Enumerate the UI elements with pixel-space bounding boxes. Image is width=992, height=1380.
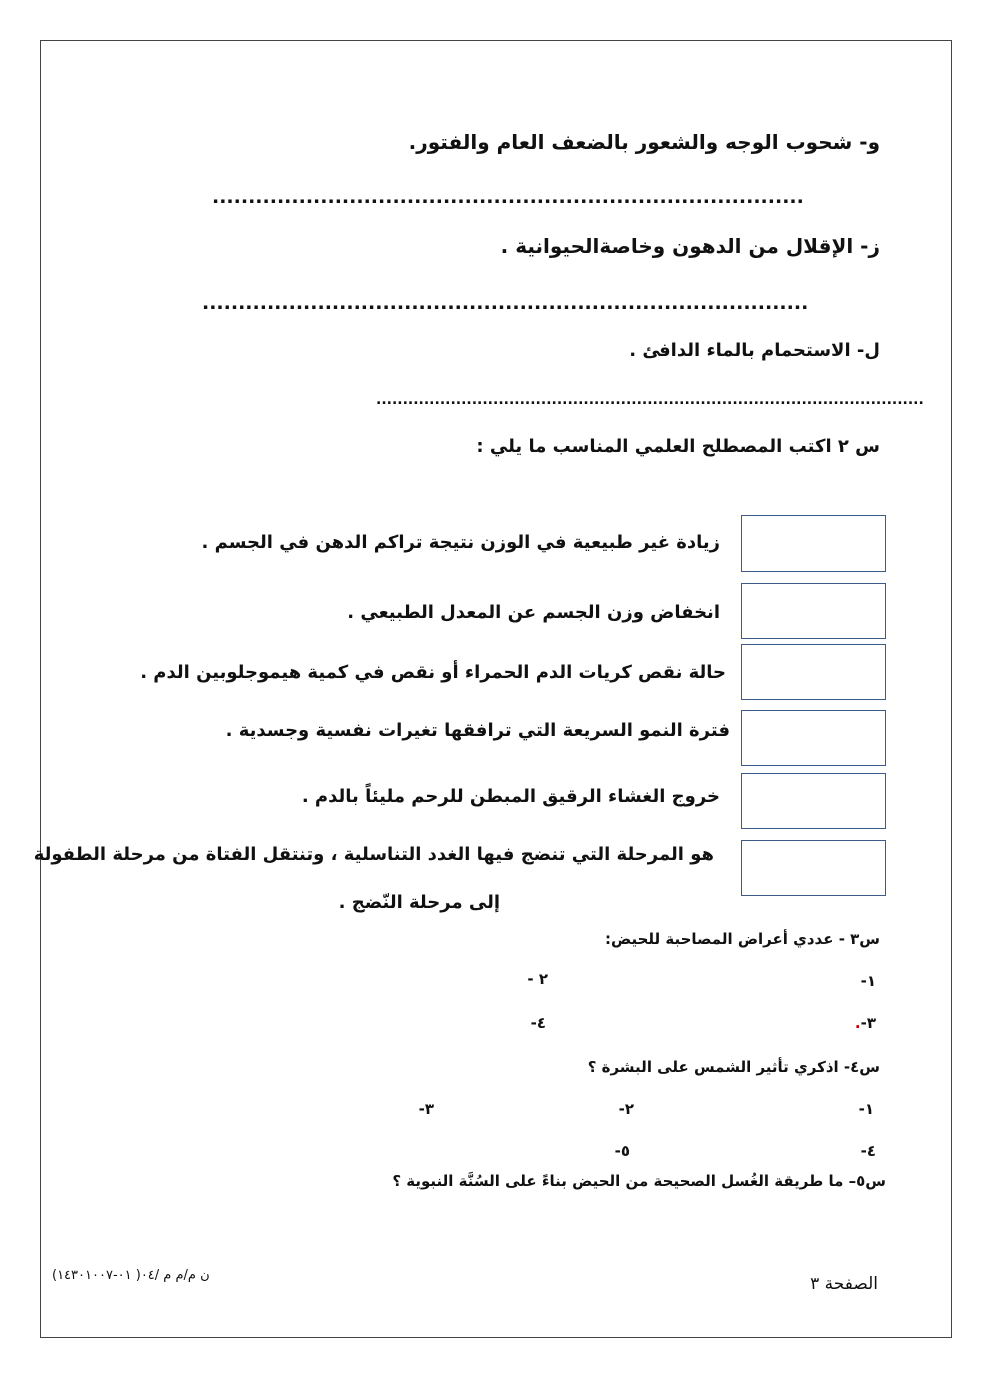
page-number: الصفحة ٣ (810, 1274, 878, 1294)
q2-title: س ٢ اكتب المصطلح العلمي المناسب ما يلي : (476, 436, 880, 457)
answer-box-3[interactable] (741, 644, 886, 700)
answer-box-2[interactable] (741, 583, 886, 639)
answer-box-6[interactable] (741, 840, 886, 896)
q2-item-1: زيادة غير طبيعية في الوزن نتيجة تراكم الدهن في الجسم . (201, 532, 720, 553)
q3-title: س٣ - عددي أعراض المصاحبة للحيض: (604, 930, 880, 948)
q2-item-4: فترة النمو السريعة التي ترافقها تغيرات نفسية وجسدية . (225, 720, 730, 741)
q3-num-2: ٢ - (527, 970, 548, 988)
answer-line-1: .................................................................................. (212, 186, 804, 208)
q4-num-2: ٢- (618, 1100, 634, 1118)
q3-num-3-dot: . (854, 1014, 861, 1032)
q3-num-3 (855, 1014, 876, 1032)
q3-num-1: ١- (860, 972, 876, 990)
item-zay: ز- الإقلال من الدهون وخاصةالحيوانية . (500, 234, 880, 258)
q3-num-3-text: ٣- (860, 1014, 876, 1032)
q4-num-4: ٤- (860, 1142, 876, 1160)
item-lam: ل- الاستحمام بالماء الدافئ . (629, 340, 880, 361)
document-code: ن م/م م /٠٤( ٠١-١٤٣٠١٠٠٧) (52, 1268, 210, 1283)
q2-item-5: خروج الغشاء الرقيق المبطن للرحم مليئاً بالدم . (301, 786, 720, 807)
q5-title: س٥– ما طريقة الغُسل الصحيحة من الحيض بناءً على السُنَّة النبوية ؟ (392, 1172, 886, 1190)
answer-box-1[interactable] (741, 515, 886, 572)
q4-num-3: ٣- (418, 1100, 434, 1118)
answer-box-5[interactable] (741, 773, 886, 829)
q2-item-6-line2: إلى مرحلة النّضج . (338, 892, 500, 913)
q4-title: س٤- اذكري تأثير الشمس على البشرة ؟ (587, 1058, 880, 1076)
answer-line-2: .................................................................................... (202, 292, 809, 314)
answer-line-3: ....................................................................................................... (376, 392, 924, 408)
answer-box-4[interactable] (741, 710, 886, 766)
q2-item-6-line1: هو المرحلة التي تنضج فيها الغدد التناسلية ، وتنتقل الفتاة من مرحلة الطفولة (33, 844, 714, 865)
q4-num-5: ٥- (614, 1142, 630, 1160)
q2-item-3: حالة نقص كريات الدم الحمراء أو نقص في كمية هيموجلوبين الدم . (140, 662, 726, 683)
q3-num-4: ٤- (530, 1014, 546, 1032)
q2-item-2: انخفاض وزن الجسم عن المعدل الطبيعي . (347, 602, 720, 623)
q4-num-1: ١- (858, 1100, 874, 1118)
item-waw: و- شحوب الوجه والشعور بالضعف العام والفتور. (408, 130, 880, 154)
